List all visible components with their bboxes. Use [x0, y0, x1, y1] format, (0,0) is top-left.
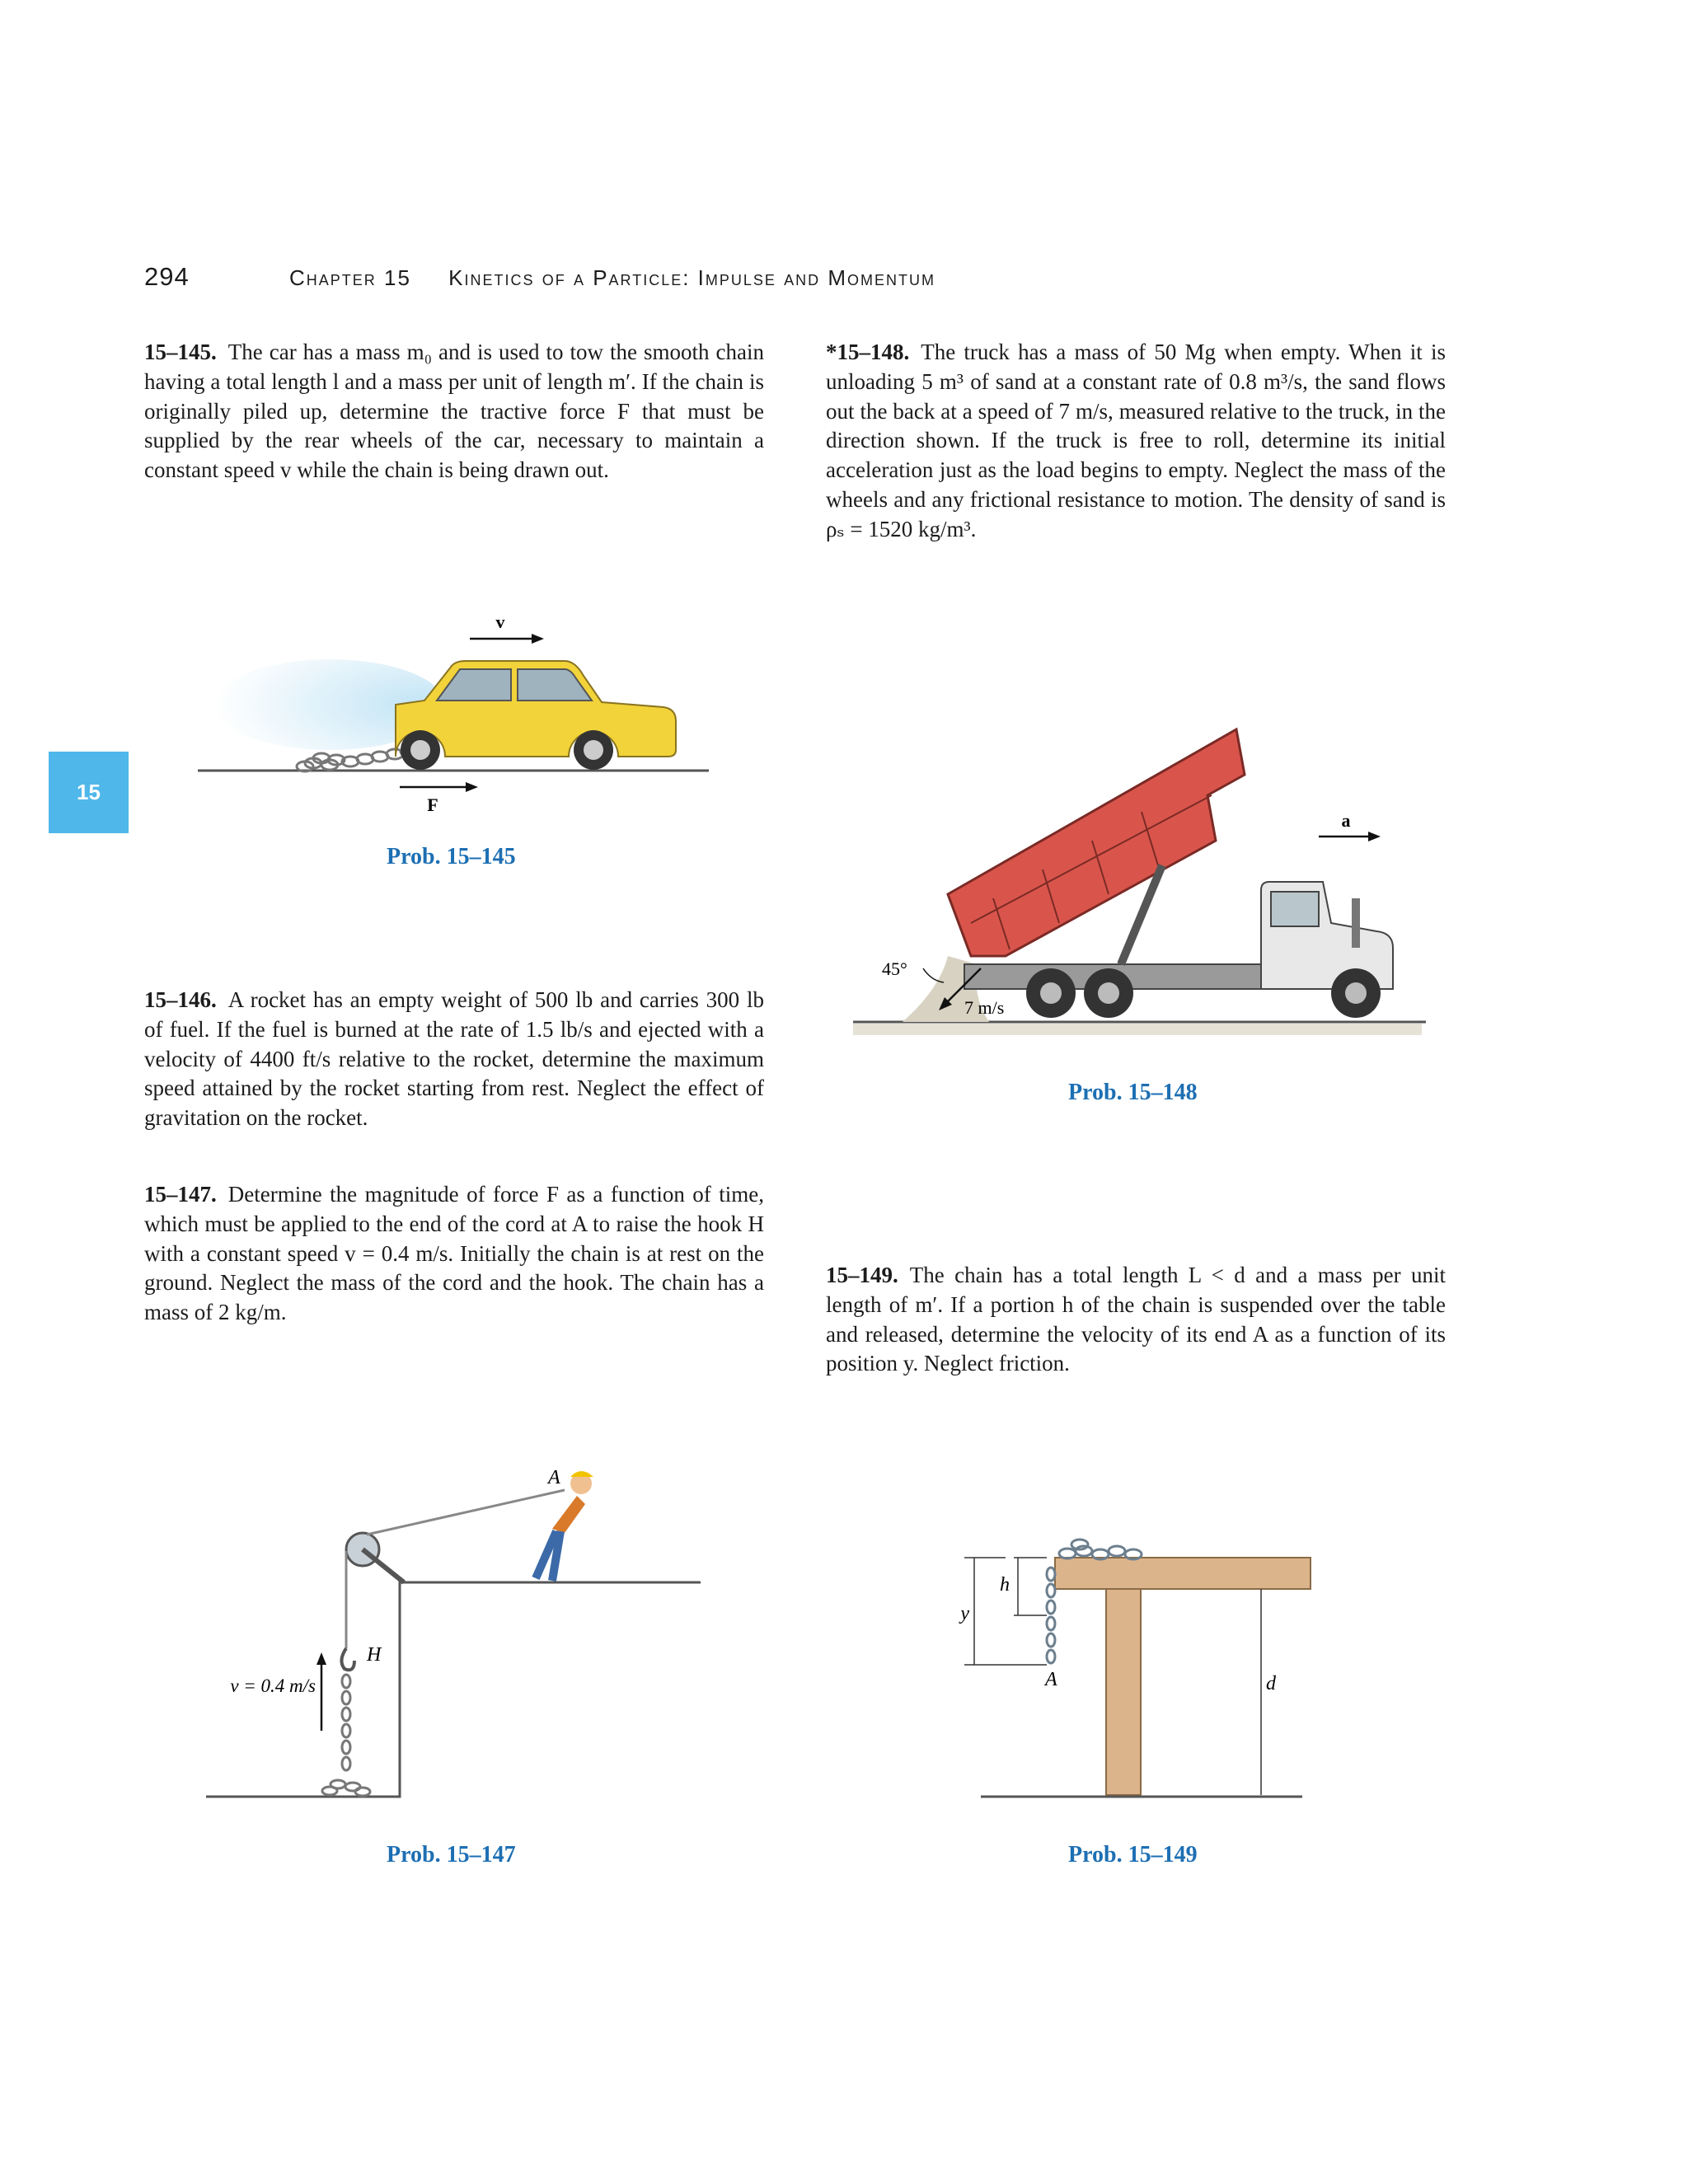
label-A: A: [548, 1467, 560, 1488]
problem-number: 15–146.: [144, 987, 217, 1012]
hubcap: [584, 740, 603, 760]
caption-prob-15-149: Prob. 15–149: [1068, 1842, 1198, 1868]
problem-number: 15–145.: [144, 340, 217, 364]
figure-car-towing-chain: [190, 610, 717, 824]
label-F: F: [427, 794, 438, 815]
truck-bed: [948, 729, 1245, 956]
arrowhead: [1368, 832, 1381, 841]
chapter-title: Kinetics of a Particle: Impulse and Momentum: [448, 265, 936, 290]
label-h: h: [1000, 1574, 1010, 1596]
figure-dump-truck: [849, 717, 1426, 1038]
label-A: A: [1045, 1669, 1057, 1690]
hubcap: [410, 740, 430, 760]
problem-number: *15–148.: [826, 340, 910, 364]
chapter-label: Chapter 15: [289, 265, 411, 290]
truck-chassis: [964, 964, 1311, 989]
cord: [367, 1490, 565, 1535]
label-H: H: [367, 1644, 382, 1666]
label-d: d: [1266, 1673, 1276, 1694]
figure-chain-table: [956, 1533, 1319, 1813]
running-head: [289, 265, 965, 291]
chain: [322, 1675, 370, 1796]
chain: [297, 747, 417, 771]
caption-prob-15-145: Prob. 15–145: [387, 844, 516, 869]
problem-text: A rocket has an empty weight of 500 lb and carries 300 lb of fuel. If the fuel is burned at the rate of 1.5 lb/s and ejected with a velocity of 4400 ft/s relative to the rocket, determine the maximum speed attained by the rocket starting from rest. Neglect the effect of gravitation on the rocket.: [144, 987, 764, 1131]
arrowhead: [532, 634, 544, 644]
problem-15-147: [144, 1180, 764, 1328]
caption-prob-15-148: Prob. 15–148: [1068, 1080, 1198, 1105]
page-number: 294: [144, 262, 190, 291]
caption-prob-15-147: Prob. 15–147: [387, 1842, 516, 1868]
problem-text: The truck has a mass of 50 Mg when empty. When it is unloading 5 m³ of sand at a constant rate of 0.8 m³/s, the sand flows out the back at a speed of 7 m/s, measured relative to the truck, in the direction shown. If the truck is free to roll, determine its initial acceleration just as the load begins to empty. Neglect the mass of the wheels and any frictional resistance to motion. The density of sand is ρₛ = 1520 kg/m³.: [826, 340, 1446, 541]
problem-15-145: [144, 338, 764, 485]
table-leg: [1106, 1589, 1141, 1795]
label-a: a: [1341, 810, 1351, 831]
arrowhead: [466, 782, 478, 792]
ground-shade: [853, 1024, 1422, 1035]
label-y: y: [960, 1603, 969, 1624]
chapter-tab: 15: [49, 752, 129, 833]
problem-15-146: [144, 986, 764, 1133]
cab-window: [1271, 892, 1319, 926]
problem-number: 15–149.: [826, 1263, 898, 1287]
problem-15-149: [826, 1261, 1446, 1379]
arrowhead: [316, 1652, 326, 1665]
problem-text: The chain has a total length L < d and a mass per unit length of m′. If a portion h of the chain is suspended over the table and released, determine the velocity of its end A as a function of its position y. Neglect friction.: [826, 1263, 1446, 1376]
problem-text: Determine the magnitude of force F as a function of time, which must be applied to the end of the cord at A to raise the hook H with a constant speed v = 0.4 m/s. Initially the chain is at rest on the ground. Neglect the mass of the cord and the hook. The chain has a mass of 2 kg/m.: [144, 1182, 764, 1325]
figure-pulley-chain: [198, 1459, 709, 1821]
label-v: v: [495, 612, 505, 632]
table-top: [1055, 1558, 1311, 1589]
problem-number: 15–147.: [144, 1182, 217, 1207]
label-angle: 45°: [882, 958, 907, 979]
problem-text: The car has a mass m₀ and is used to tow the smooth chain having a total length l and a mass per unit of length m′. If the chain is originally piled up, determine the tractive force F that must be supplied by the rear wheels of the car, necessary to maintain a constant speed v while the chain is being drawn out.: [144, 340, 764, 483]
label-sand-speed: 7 m/s: [964, 997, 1005, 1018]
worker: [536, 1471, 593, 1581]
hook: [341, 1648, 354, 1670]
problem-15-148: [826, 338, 1446, 545]
label-hook-speed: v = 0.4 m/s: [230, 1675, 316, 1696]
exhaust-stack: [1352, 898, 1360, 948]
